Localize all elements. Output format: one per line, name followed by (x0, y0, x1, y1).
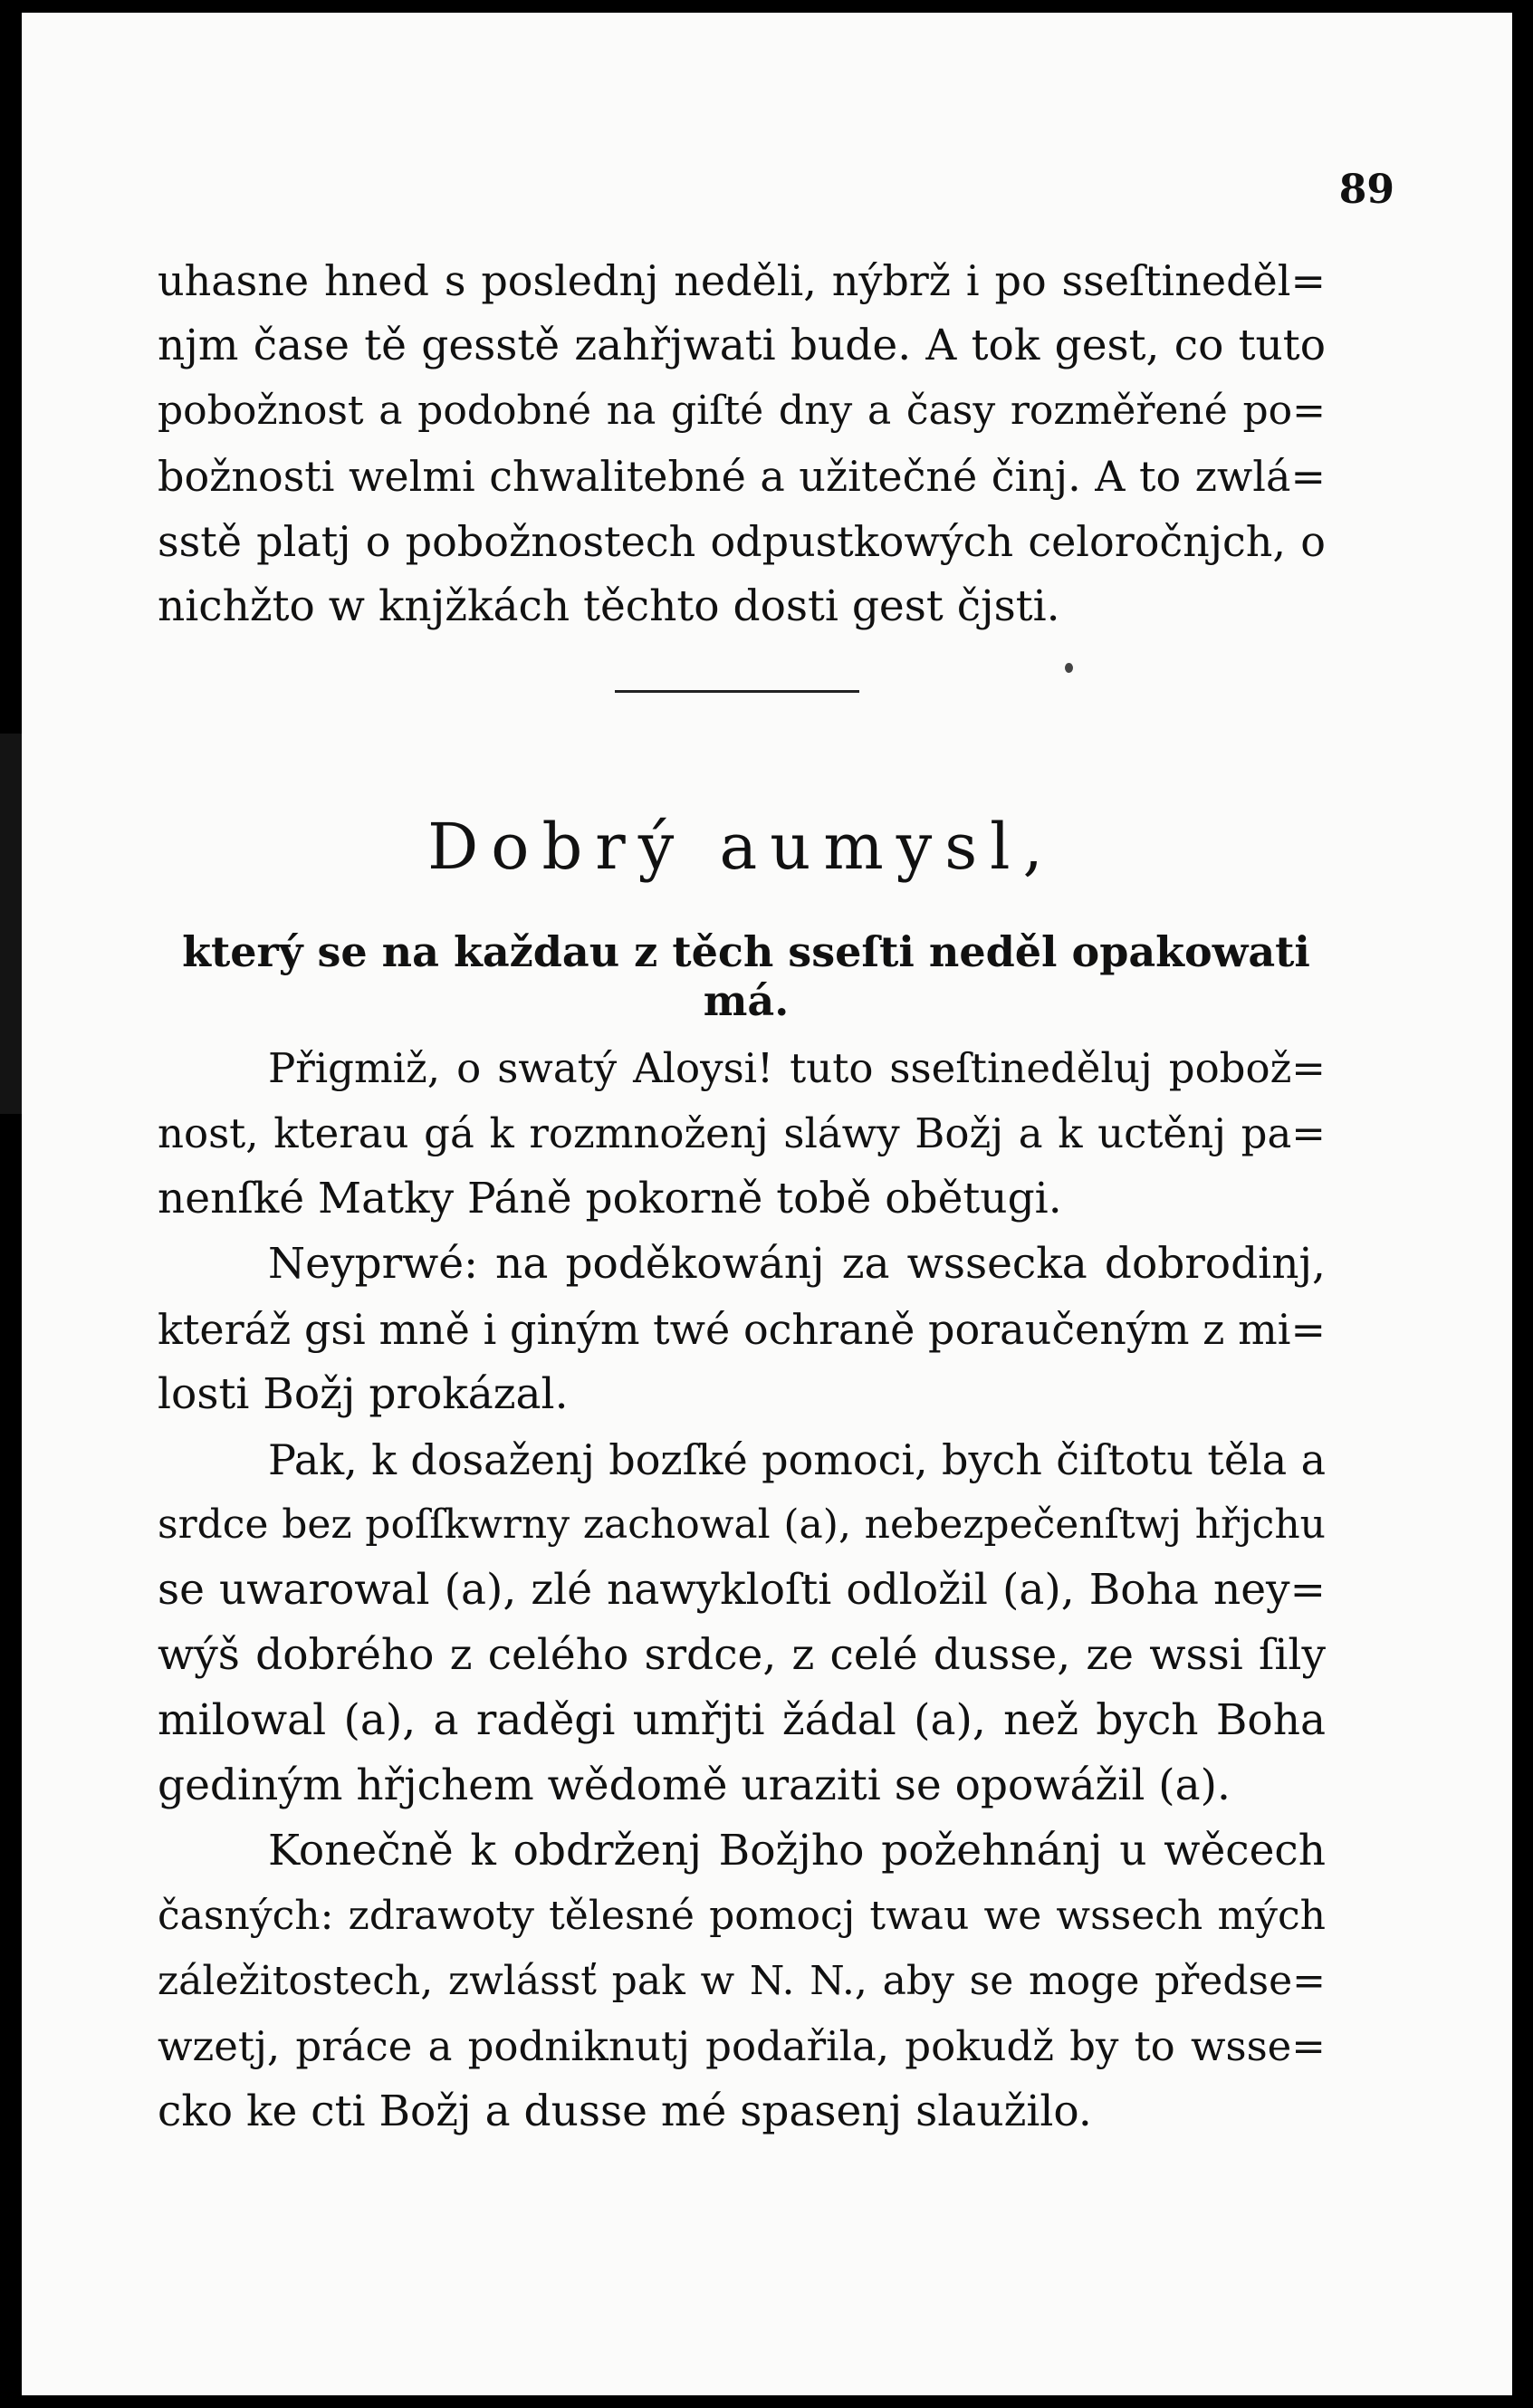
paragraph-3 (158, 1427, 1326, 1818)
section-heading: Dobrý aumysl, (427, 810, 1056, 884)
paragraph-1 (158, 1036, 1326, 1232)
text-line: Pak, k dosaženj bozſké pomoci, bych čiſtotu těla a (268, 1435, 1326, 1484)
ink-speck (1065, 663, 1073, 673)
text-line: záležitostech, zwlássť pak w N. N., aby se moge předse= (158, 1958, 1326, 2004)
text-line: losti Božj prokázal. (158, 1369, 569, 1419)
text-line: Konečně k obdrženj Božjho požehnánj u wěcech (268, 1826, 1326, 1876)
text-line: Neyprwé: na poděkowánj za wssecka dobrodinj, (268, 1239, 1326, 1289)
text-line: kteráž gsi mně i giným twé ochraně poraučeným z mi= (158, 1305, 1326, 1354)
text-line: nost, kterau gá k rozmnoženj sláwy Božj a k uctěnj pa= (158, 1109, 1326, 1157)
text-line: se uwarowal (a), zlé nawykloſti odložil (a), Boha ney= (158, 1565, 1326, 1615)
text-line: milowal (a), a raděgi umřjti žádal (a), než bych Boha (158, 1695, 1326, 1745)
text-line: njm čase tě gesstě zahřjwati bude. A tok gest, co tuto (158, 321, 1326, 370)
paragraph-4 (158, 1818, 1326, 2144)
scan-edge-shadow (0, 734, 22, 1114)
text-line: gediným hřjchem wědomě uraziti se opowážil (a). (158, 1760, 1231, 1810)
text-line: sstě platj o pobožnostech odpustkowých celoročnjch, o (158, 517, 1326, 566)
text-line: časných: zdrawoty tělesné pomocj twau we wssech mých (158, 1893, 1326, 1939)
text-line: nenſké Matky Páně pokorně tobě obětugi. (158, 1174, 1062, 1223)
text-line: pobožnost a podobné na giſté dny a časy rozměřené po= (158, 388, 1326, 434)
book-page (22, 13, 1512, 2395)
text-line: wzetj, práce a podniknutj podařila, pokudž by to wsse= (158, 2022, 1326, 2070)
text-line: nichžto w knjžkách těchto dosti gest čjsti. (158, 581, 1060, 631)
text-line: cko ke cti Božj a dusse mé spasenj slaužilo. (158, 2087, 1092, 2136)
paragraph-2 (158, 1232, 1326, 1427)
text-line: božnosti welmi chwalitebné a užitečné činj. A to zwlá= (158, 452, 1326, 501)
section-divider (615, 690, 859, 693)
text-line: Přigmiž, o swatý Aloysi! tuto sseſtineděluj pobož= (268, 1044, 1326, 1092)
text-line: wýš dobrého z celého srdce, z celé dusse, ze wssi ſily (158, 1630, 1326, 1680)
intro-paragraph (158, 248, 1326, 639)
text-line: srdce bez poſſkwrny zachowal (a), nebezpečenſtwj hřjchu (158, 1501, 1326, 1548)
text-line: uhasne hned s poslednj neděli, nýbrž i po sseſtineděl= (158, 256, 1326, 305)
page-number: 89 (1338, 167, 1394, 213)
section-subheading: který se na každau z těch sseſti neděl opakowati má. (182, 927, 1310, 1025)
